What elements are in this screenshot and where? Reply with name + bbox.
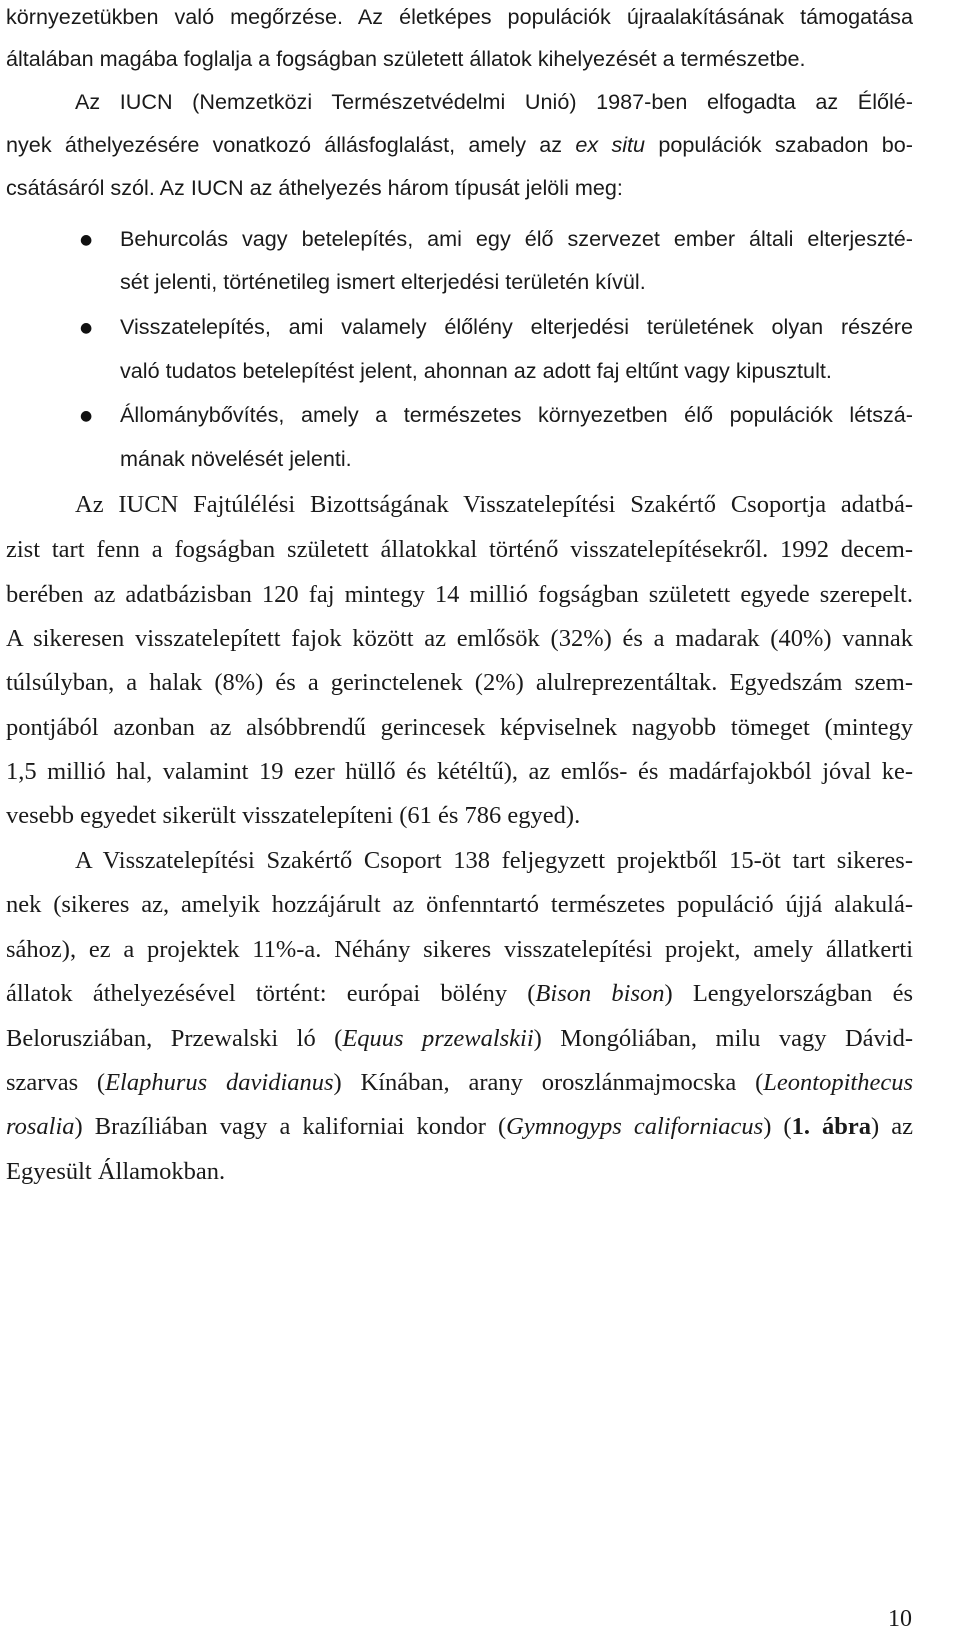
iucn-paragraph-line-3: csátásáról szól. Az IUCN az áthelyezés három típusát jelöli meg: (6, 175, 623, 200)
italic-term: ex situ (575, 132, 646, 157)
paragraph-3-line-8: Egyesült Államokban. (6, 1158, 226, 1185)
figure-reference: 1. ábra (791, 1113, 872, 1140)
intro-line-2: általában magába foglalja a fogságban született állatok kihelyezését a természetbe. (6, 46, 806, 71)
species-name: rosalia (6, 1113, 75, 1140)
paragraph-3-line-1: A Visszatelepítési Szakértő Csoport 138 feljegyzett projektből 15-öt tart sikeres- (75, 847, 913, 874)
paragraph-3-line-6 (6, 1067, 913, 1099)
text-run: populációk szabadon bo- (645, 132, 913, 157)
text-run: ) Mongóliában, milu vagy Dávid- (533, 1025, 913, 1052)
paragraph-2-line-1: Az IUCN Fajtúlélési Bizottságának Visszatelepítési Szakértő Csoportja adatbá- (75, 491, 913, 518)
text-run: Belorusziában, Przewalski ló ( (6, 1025, 343, 1052)
text-run: ) Kínában, arany oroszlánmajmocska ( (333, 1069, 764, 1096)
bullet-icon: ● (80, 232, 93, 248)
page-number: 10 (888, 1606, 912, 1632)
paragraph-2-line-7: 1,5 millió hal, valamint 19 ezer hüllő és kétéltű), az emlős- és madárfajokból jóval ke- (6, 758, 913, 785)
iucn-paragraph-line-2 (6, 129, 913, 161)
paragraph-3-line-5 (6, 1023, 913, 1055)
paragraph-3-line-3: sához), ez a projektek 11%-a. Néhány sikeres visszatelepítési projekt, amely állatkerti (6, 936, 913, 963)
text-run: ) Lengyelországban és (664, 980, 913, 1007)
text-run: ) ( (763, 1113, 792, 1140)
species-name: Gymnogyps californiacus (506, 1113, 764, 1140)
text-run: szarvas ( (6, 1069, 106, 1096)
bullet-icon: ● (80, 408, 93, 424)
bullet-1-line-2: sét jelenti, történetileg ismert elterjedési területén kívül. (120, 269, 646, 294)
text-run: ) az (871, 1113, 914, 1140)
paragraph-2-line-5: túlsúlyban, a halak (8%) és a gerinctelenek (2%) alulreprezentáltak. Egyedszám szem- (6, 669, 913, 696)
bullet-3-line-2: mának növelését jelenti. (120, 446, 352, 471)
paragraph-2-line-2: zist tart fenn a fogságban született állatokkal történő visszatelepítésekről. 1992 decem- (6, 536, 913, 563)
paragraph-3-line-7 (6, 1111, 913, 1143)
paragraph-2-line-3: berében az adatbázisban 120 faj mintegy 14 millió fogságban született egyede szerepelt. (6, 581, 913, 608)
iucn-paragraph-line-1: Az IUCN (Nemzetközi Természetvédelmi Unió) 1987-ben elfogadta az Élőlé- (75, 89, 913, 114)
paragraph-2-line-6: pontjából azonban az alsóbbrendű gerincesek képviselnek nagyobb tömeget (mintegy (6, 714, 913, 741)
bullet-2-line-2: való tudatos betelepítést jelent, ahonnan az adott faj eltűnt vagy kipusztult. (120, 358, 832, 383)
paragraph-3-line-4 (6, 978, 913, 1010)
species-name: Elaphurus davidianus (105, 1069, 334, 1096)
paragraph-2-line-8: vesebb egyedet sikerült visszatelepíteni (61 és 786 egyed). (6, 802, 581, 829)
bullet-icon: ● (80, 320, 93, 336)
species-name: Leontopithecus (763, 1069, 913, 1096)
bullet-1-line-1: Behurcolás vagy betelepítés, ami egy élő szervezet ember általi elterjeszté- (120, 226, 913, 251)
intro-line-1: környezetükben való megőrzése. Az életképes populációk újraalakításának támogatása (6, 4, 913, 29)
paragraph-3-line-2: nek (sikeres az, amelyik hozzájárult az önfenntartó természetes populáció újjá alakulá- (6, 891, 913, 918)
paragraph-2-line-4: A sikeresen visszatelepített fajok között az emlősök (32%) és a madarak (40%) vannak (6, 625, 913, 652)
text-run: állatok áthelyezésével történt: európai bölény ( (6, 980, 536, 1007)
text-run: ) Brazíliában vagy a kaliforniai kondor ( (74, 1113, 507, 1140)
text-run: nyek áthelyezésére vonatkozó állásfoglalást, amely az (6, 132, 576, 157)
bullet-2-line-1: Visszatelepítés, ami valamely élőlény elterjedési területének olyan részére (120, 314, 913, 339)
species-name: Equus przewalskii (342, 1025, 534, 1052)
species-name: Bison bison (535, 980, 665, 1007)
bullet-3-line-1: Állománybővítés, amely a természetes környezetben élő populációk létszá- (120, 402, 913, 427)
